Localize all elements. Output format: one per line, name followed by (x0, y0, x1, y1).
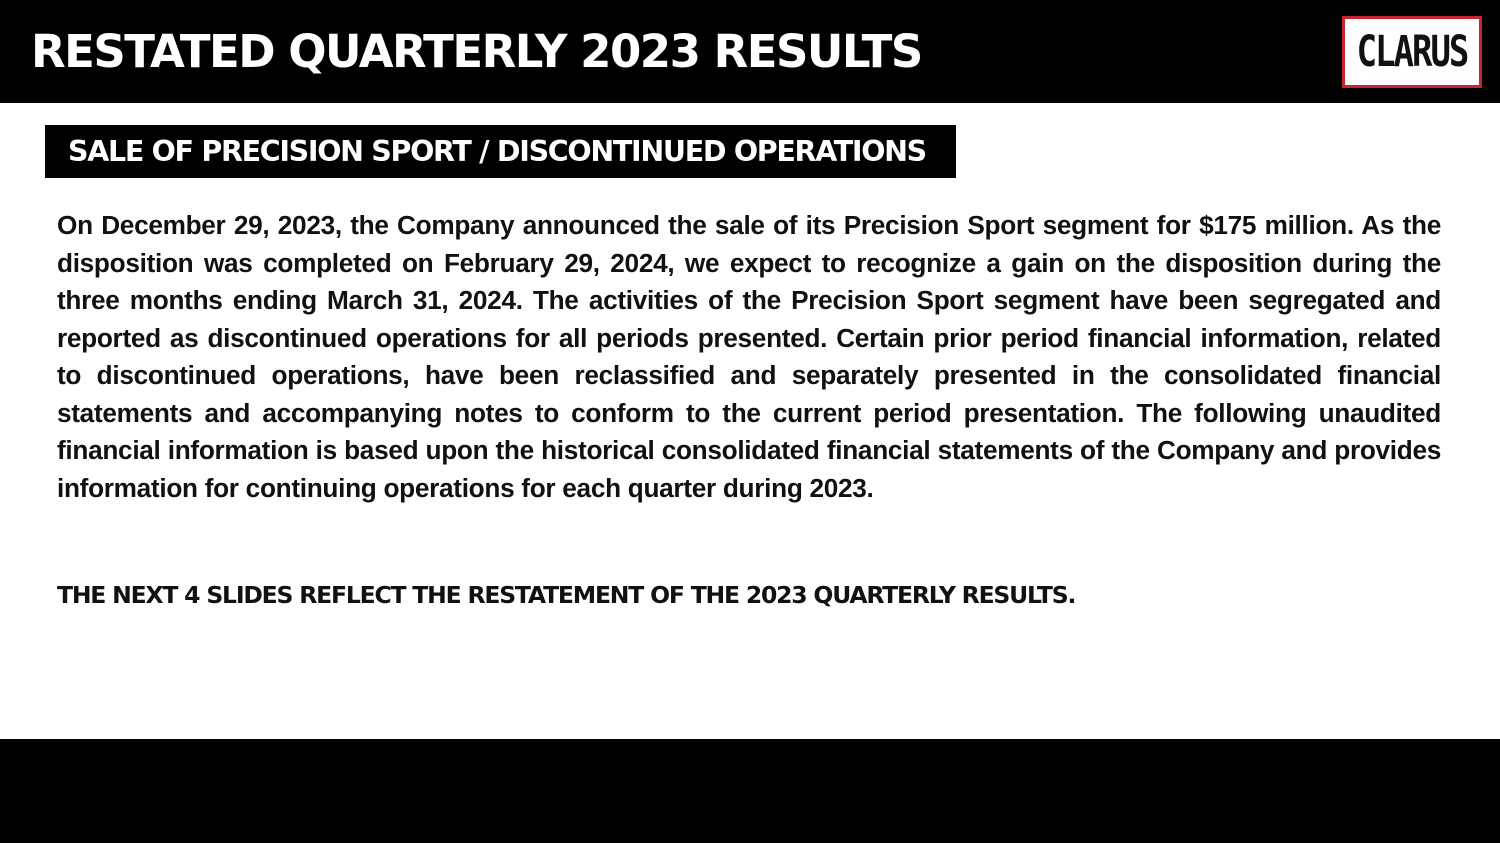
section-heading: SALE OF PRECISION SPORT / DISCONTINUED OPERATIONS (68, 135, 926, 168)
body-paragraph: On December 29, 2023, the Company announced the sale of its Precision Sport segment for $175 million. As the disposition was completed on February 29, 2024, we expect to recognize a gain on the disposition during the three months ending March 31, 2024. The activities of the Precision Sport segment have been segregated and reported as discontinued operations for all periods presented. Certain prior period financial information, related to discontinued operations, have been reclassified and separately presented in the consolidated financial statements and accompanying notes to conform to the current period presentation. The following unaudited financial information is based upon the historical consolidated financial statements of the Company and provides information for continuing operations for each quarter during 2023. (57, 210, 1441, 503)
slide-title: RESTATED QUARTERLY 2023 RESULTS (31, 25, 922, 78)
clarus-logo (1342, 16, 1482, 88)
logo-text: CLARUS (1356, 27, 1468, 77)
header-bar (0, 0, 1500, 103)
footer-bar (0, 739, 1500, 843)
next-slides-note: THE NEXT 4 SLIDES REFLECT THE RESTATEMENT OF THE 2023 QUARTERLY RESULTS. (57, 581, 1076, 609)
section-banner (45, 125, 956, 178)
content-area (0, 103, 1500, 739)
